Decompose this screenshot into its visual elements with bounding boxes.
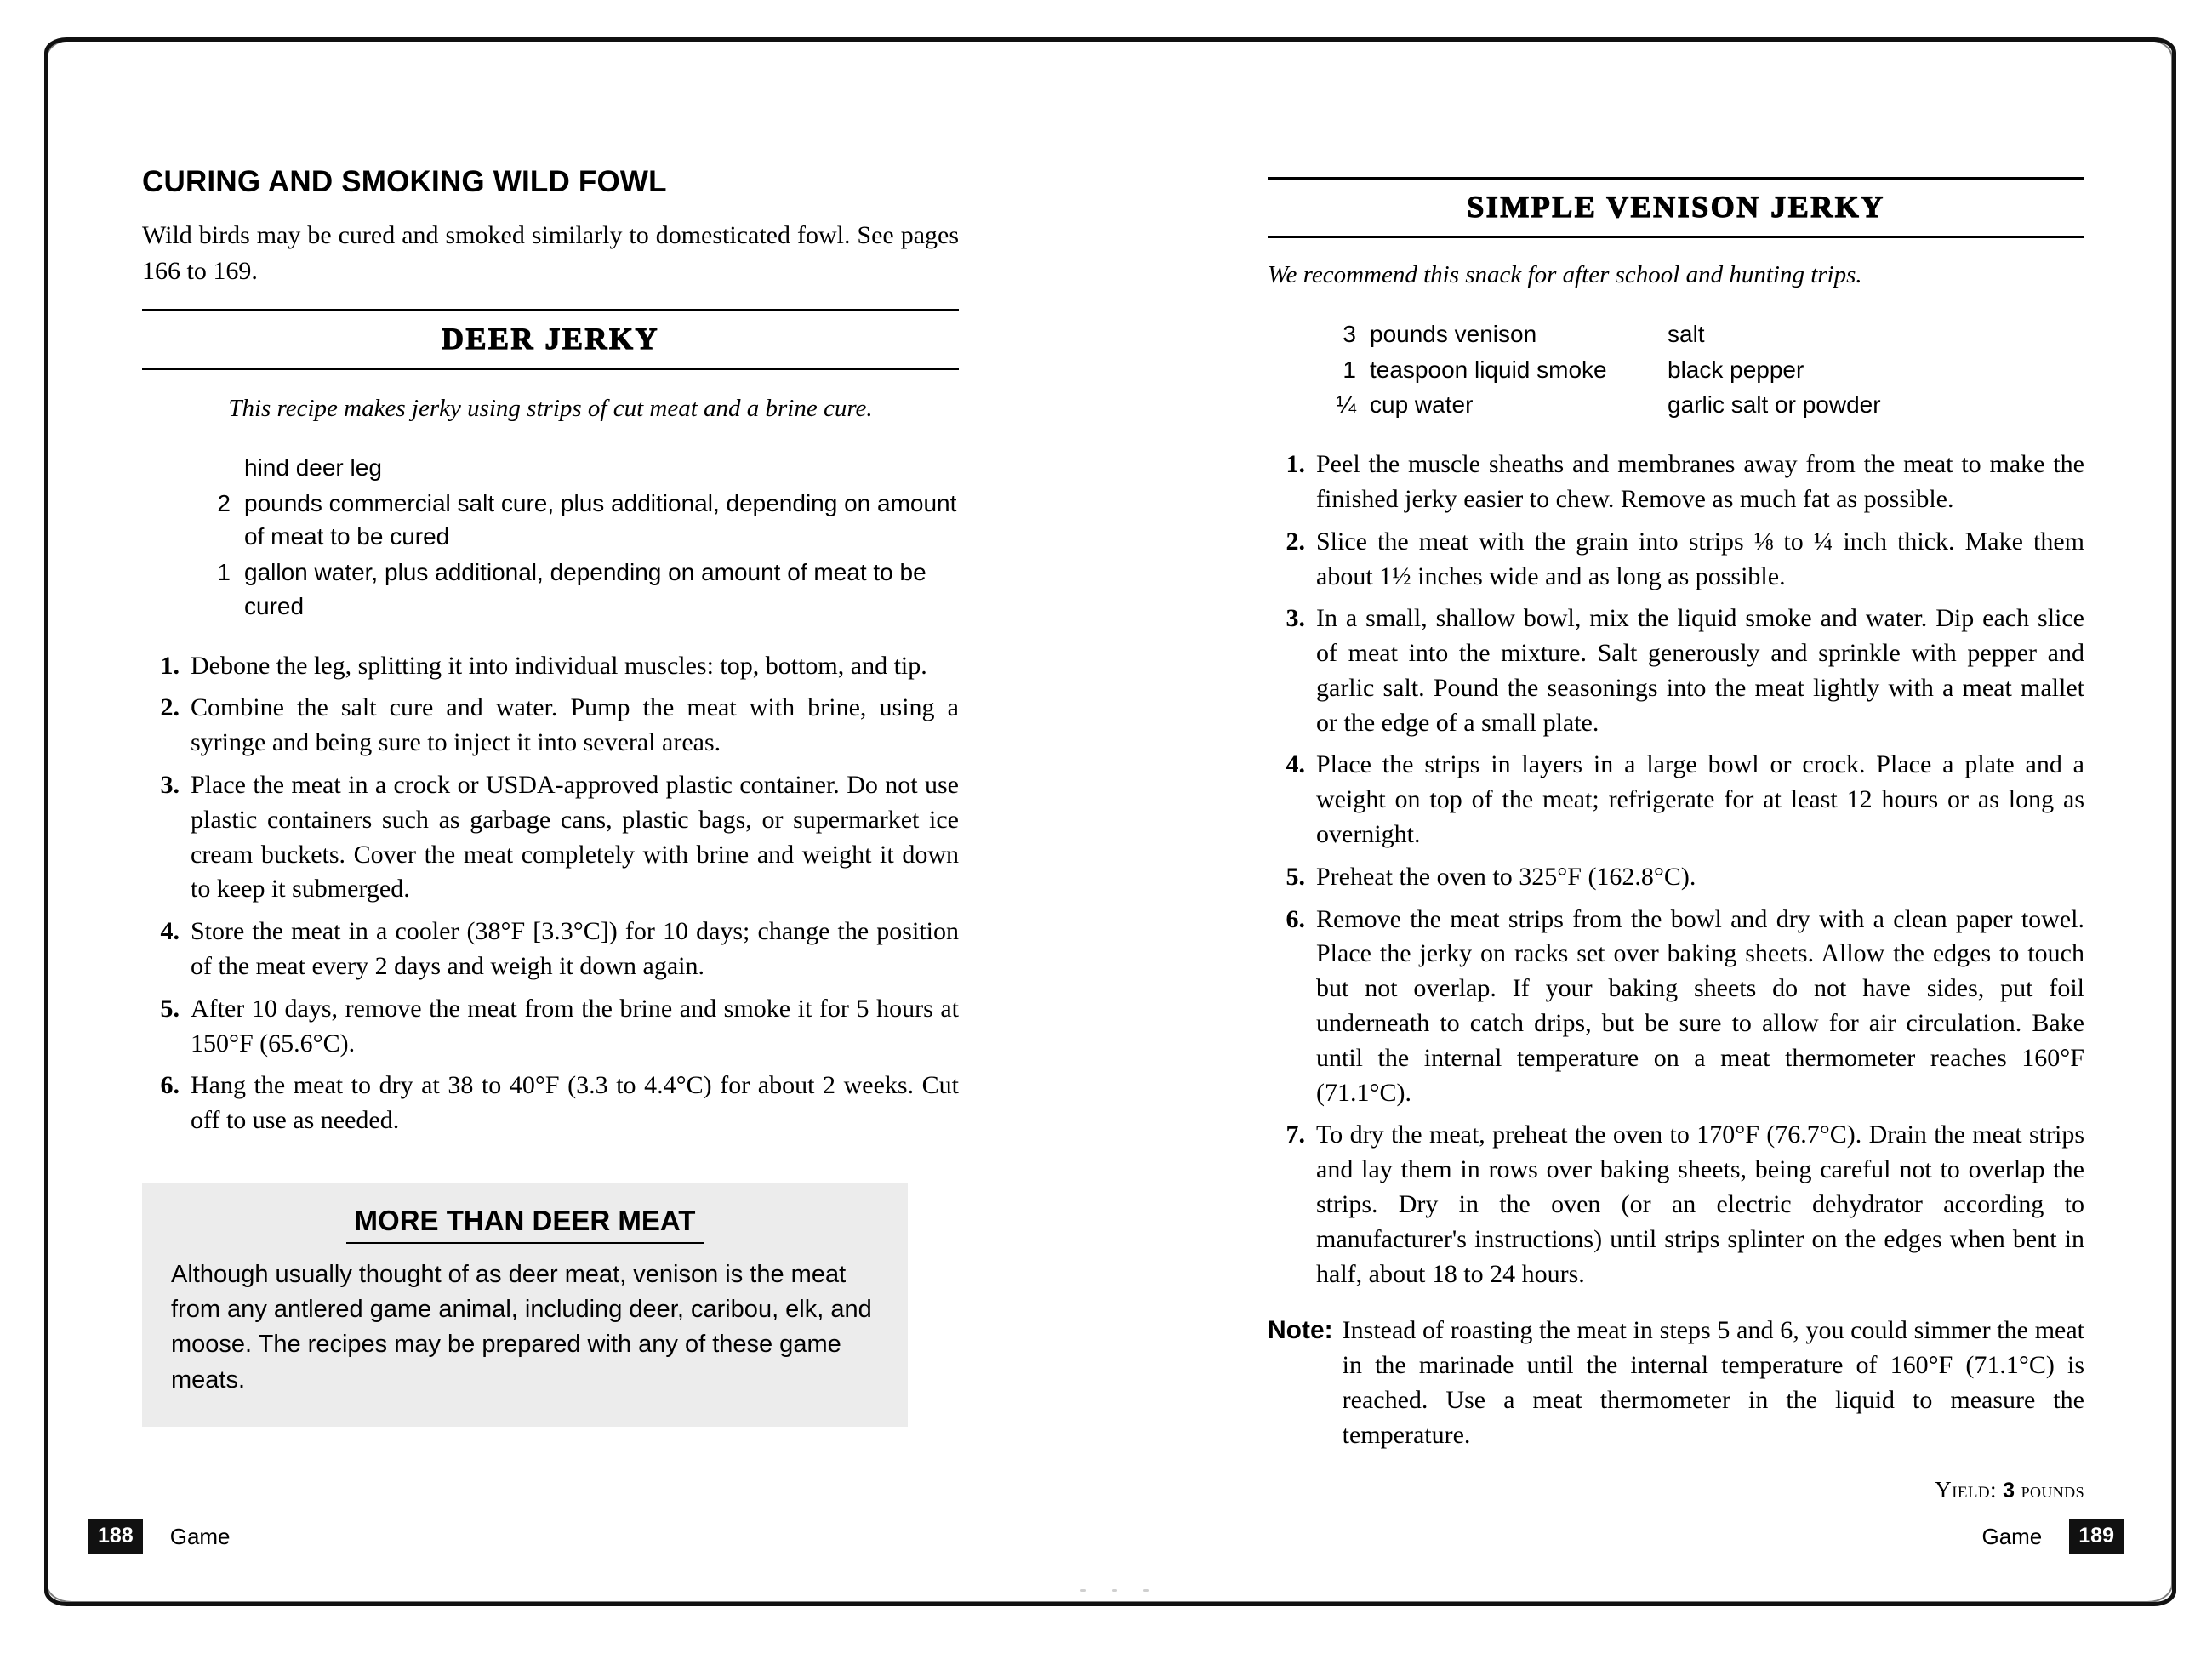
- recipe-step: [142, 992, 959, 1062]
- recipe-step: [1268, 748, 2084, 852]
- sidebar-text: Although usually thought of as deer meat, venison is the meat from any antlered game animal, including deer, caribou, elk, and moose. The recipes may be prepared with any of these game meats.: [171, 1261, 872, 1394]
- step-number: 4.: [160, 917, 180, 946]
- footer-right: [1981, 1519, 2124, 1554]
- step-text: To dry the meat, preheat the oven to 170°F (76.7°C). Drain the meat strips and lay them in rows over baking sheets, being careful not to overlap the strips. Dry in the oven (or an electric dehydrator according to manufacturer's instructions) until strips splinter on the edges when bent in half, about 18 to 24 hours.: [1316, 1120, 2084, 1288]
- step-number: 6.: [160, 1071, 180, 1100]
- step-text: In a small, shallow bowl, mix the liquid smoke and water. Dip each slice of meat into the mixture. Salt generously and sprinkle with pepper and garlic salt. Pound the seasonings into the meat lightly with a meat mallet or the edge of a small plate.: [1316, 604, 2084, 737]
- ingredient-item: [1310, 388, 1668, 422]
- step-number: 5.: [160, 994, 180, 1023]
- step-number: 3.: [1286, 604, 1305, 633]
- recipe-step: [142, 1069, 959, 1138]
- recipe-title: DEER JERKY: [441, 322, 660, 356]
- recipe-step: [1268, 448, 2084, 517]
- recipe-step: [1268, 525, 2084, 595]
- ingredient-name: pounds venison: [1370, 320, 1537, 347]
- page-number: 188: [88, 1519, 143, 1554]
- ingredient-quantity: 1: [217, 559, 231, 586]
- right-page-column: [1268, 165, 2084, 1503]
- recipe-title: SIMPLE VENISON JERKY: [1467, 190, 1885, 224]
- sidebar-divider: [346, 1242, 704, 1244]
- deer-jerky-title-block: [142, 309, 959, 370]
- left-page-column: [142, 165, 959, 1427]
- step-number: 6.: [1286, 904, 1305, 933]
- page-title: CURING AND SMOKING WILD FOWL: [142, 165, 667, 198]
- yield-units: pounds: [2021, 1479, 2084, 1502]
- ingredient-row: [1268, 317, 2084, 351]
- recipe-step: [142, 649, 959, 684]
- recipe-step: [142, 768, 959, 907]
- sidebar-callout: [142, 1183, 908, 1427]
- step-number: 1.: [1286, 450, 1305, 479]
- ingredient-quantity: 2: [217, 489, 231, 516]
- ingredient-item: [1310, 317, 1668, 351]
- ingredient-list: [1268, 317, 2084, 422]
- recipe-step: [1268, 601, 2084, 740]
- ingredient-row: [1268, 353, 2084, 387]
- step-number: 4.: [1286, 750, 1305, 779]
- step-number: 1.: [160, 651, 180, 680]
- recipe-step: [142, 691, 959, 761]
- ingredient-name: black pepper: [1668, 356, 1804, 383]
- ingredient-name: garlic salt or powder: [1668, 391, 1881, 419]
- step-text: Place the meat in a crock or USDA-approved plastic container. Do not use plastic containers such as garbage cans, plastic bags, or supermarket ice cream buckets. Cover the meat completely with brine and weight it down to keep it submerged.: [191, 771, 959, 904]
- yield-label: Yield:: [1935, 1476, 1997, 1502]
- step-text: After 10 days, remove the meat from the brine and smoke it for 5 hours at 150°F (65.6°C).: [191, 994, 959, 1058]
- recipe-steps: [142, 649, 959, 1138]
- step-number: 5.: [1286, 862, 1305, 891]
- recipe-step: [1268, 903, 2084, 1111]
- step-number: 3.: [160, 771, 180, 800]
- ingredient-row: [1268, 388, 2084, 422]
- step-text: Preheat the oven to 325°F (162.8°C).: [1316, 862, 1696, 891]
- step-number: 7.: [1286, 1120, 1305, 1149]
- sidebar-title: MORE THAN DEER MEAT: [354, 1205, 696, 1236]
- recipe-step: [1268, 860, 2084, 895]
- recipe-step: [142, 915, 959, 984]
- yield-value: 3: [2003, 1478, 2015, 1502]
- recipe-description: We recommend this snack for after school and hunting trips.: [1268, 261, 1862, 288]
- step-text: Combine the salt cure and water. Pump the meat with brine, using a syringe and being sure to inject it into several areas.: [191, 693, 959, 757]
- intro-paragraph: Wild birds may be cured and smoked similarly to domesticated fowl. See pages 166 to 169.: [142, 221, 959, 285]
- ingredient-name: cup water: [1370, 391, 1474, 419]
- footer-left: [88, 1519, 231, 1554]
- recipe-steps: [1268, 448, 2084, 1291]
- ingredient-name: pounds commercial salt cure, plus additional, depending on amount of meat to be cured: [244, 489, 957, 550]
- page-number: 189: [2069, 1519, 2124, 1554]
- note-text: Instead of roasting the meat in steps 5 and 6, you could simmer the meat in the marinade until the internal temperature of 160°F (71.1°C) is reached. Use a meat thermometer in the liquid to measure the temperature.: [1342, 1316, 2084, 1449]
- ingredient-quantity: 1: [1343, 356, 1356, 383]
- ingredient-name: hind deer leg: [244, 453, 382, 481]
- step-text: Debone the leg, splitting it into individual muscles: top, bottom, and tip.: [191, 651, 927, 680]
- ingredient-name: gallon water, plus additional, depending on amount of meat to be cured: [244, 559, 926, 619]
- recipe-note: [1268, 1314, 2084, 1452]
- step-text: Hang the meat to dry at 38 to 40°F (3.3 to 4.4°C) for about 2 weeks. Cut off to use as needed.: [191, 1071, 959, 1135]
- recipe-yield: [1268, 1477, 2084, 1503]
- gutter-marks: [1080, 1589, 1149, 1596]
- left-page: [44, 37, 1106, 1598]
- step-text: Place the strips in layers in a large bowl or crock. Place a plate and a weight on top of the meat; refrigerate for at least 12 hours or as long as overnight.: [1316, 750, 2084, 849]
- ingredient-list: [142, 451, 959, 624]
- recipe-description: This recipe makes jerky using strips of cut meat and a brine cure.: [228, 395, 873, 423]
- venison-jerky-title-block: [1268, 177, 2084, 238]
- ingredient-quantity: 3: [1343, 320, 1356, 347]
- step-text: Peel the muscle sheaths and membranes away from the meat to make the finished jerky easier to chew. Remove as much fat as possible.: [1316, 450, 2084, 513]
- step-text: Slice the meat with the grain into strips ⅛ to ¼ inch thick. Make them about 1½ inches wide and as long as possible.: [1316, 527, 2084, 590]
- ingredient-item: [142, 451, 959, 485]
- recipe-step: [1268, 1118, 2084, 1291]
- step-text: Remove the meat strips from the bowl and dry with a clean paper towel. Place the jerky on racks set over baking sheets. Allow the edges to touch but not overlap. If your baking sheets do not have sides, put foil underneath to catch drips, but be sure to allow for air circulation. Bake until the internal temperature on a meat thermometer reaches 160°F (71.1°C).: [1316, 904, 2084, 1107]
- ingredient-name: salt: [1668, 320, 1705, 347]
- step-text: Store the meat in a cooler (38°F [3.3°C]) for 10 days; change the position of the meat every 2 days and weigh it down again.: [191, 917, 959, 981]
- footer-section-label: Game: [1981, 1523, 2043, 1549]
- ingredient-item: [142, 487, 959, 555]
- step-number: 2.: [160, 693, 180, 722]
- note-label: Note:: [1268, 1316, 1333, 1345]
- ingredient-item: [142, 556, 959, 624]
- ingredient-quantity: ¼: [1336, 391, 1356, 419]
- ingredient-name: teaspoon liquid smoke: [1370, 356, 1607, 383]
- right-page: [1106, 37, 2168, 1598]
- ingredient-item: [1310, 353, 1668, 387]
- footer-section-label: Game: [169, 1523, 231, 1549]
- step-number: 2.: [1286, 527, 1305, 556]
